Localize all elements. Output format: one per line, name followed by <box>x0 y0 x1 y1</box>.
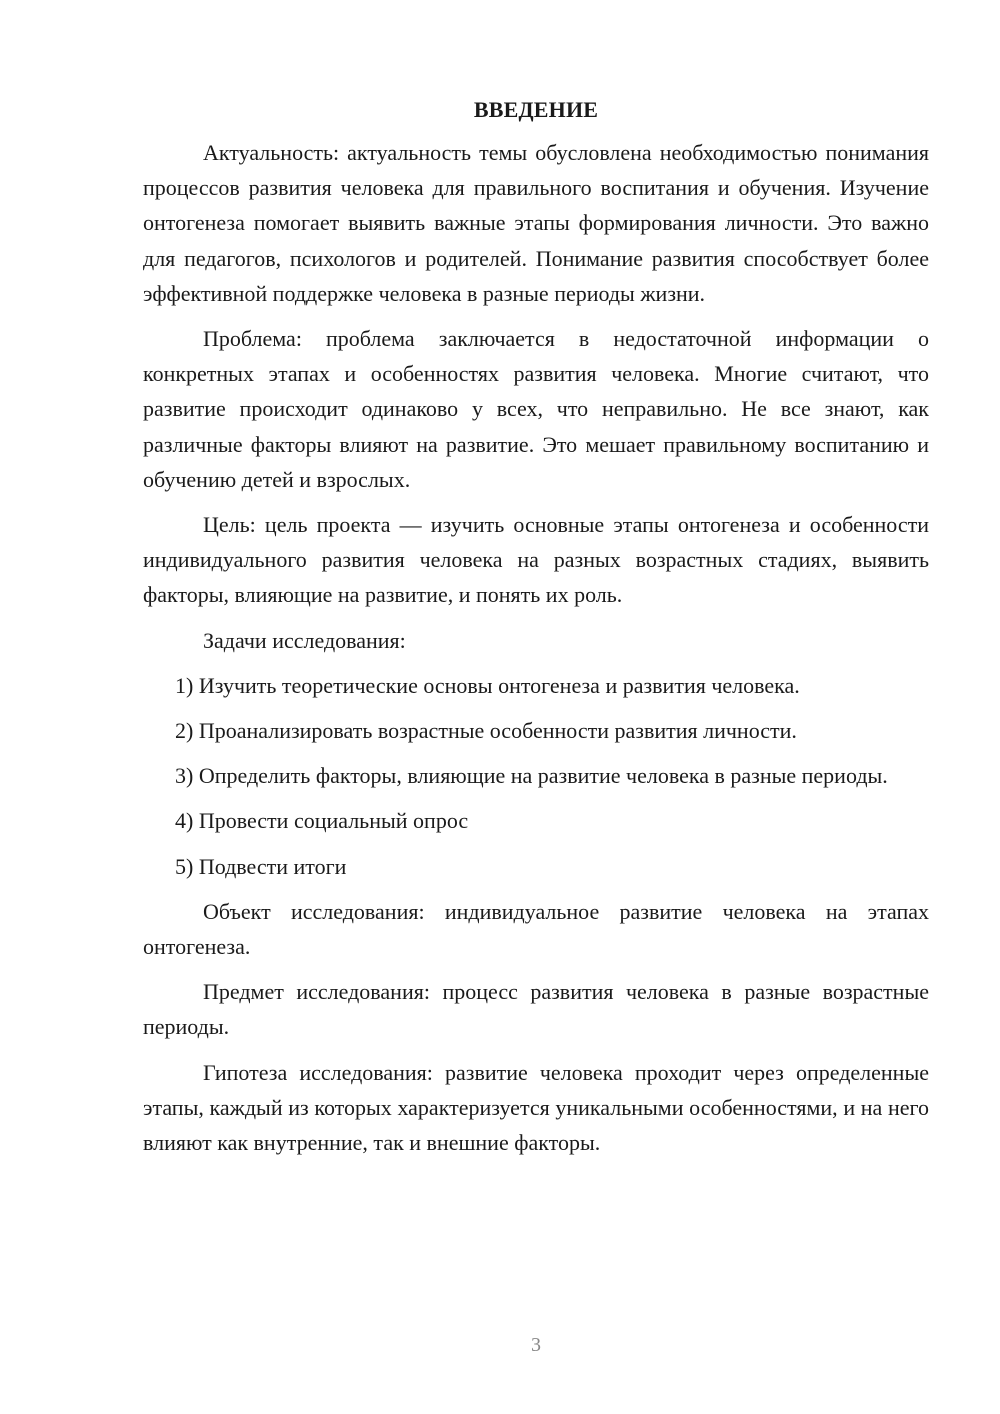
paragraph-relevance: Актуальность: актуальность темы обусловлена необходимостью понимания процессов развития человека для правильного воспитания и обучения. Изучение онтогенеза помогает выявить важные этапы формирования личности. Это важно для педагогов, психологов и родителей. Понимание развития способствует более эффективной поддержке человека в разные периоды жизни. <box>143 140 929 306</box>
list-item-task-5: 5) Подвести итоги <box>175 853 347 879</box>
list-item-task-1: 1) Изучить теоретические основы онтогенеза и развития человека. <box>175 672 800 698</box>
paragraph-hypothesis: Гипотеза исследования: развитие человека проходит через определенные этапы, каждый из которых характеризуется уникальными особенностями, и на него влияют как внутренние, так и внешние факторы. <box>143 1059 929 1156</box>
page-body <box>143 92 929 1170</box>
paragraph-object: Объект исследования: индивидуальное развитие человека на этапах онтогенеза. <box>143 898 929 960</box>
paragraph-goal: Цель: цель проекта — изучить основные этапы онтогенеза и особенности индивидуального развития человека на разных возрастных стадиях, выявить факторы, влияющие на развитие, и понять их роль. <box>143 512 929 608</box>
list-item-task-4: 4) Провести социальный опрос <box>175 808 469 834</box>
list-item-task-2: 2) Проанализировать возрастные особенности развития личности. <box>175 718 797 744</box>
tasks-list <box>143 668 929 884</box>
section-title: ВВЕДЕНИЕ <box>473 97 599 122</box>
page-number: 3 <box>531 1334 541 1356</box>
paragraph-subject: Предмет исследования: процесс развития человека в разные возрастные периоды. <box>143 979 929 1040</box>
list-item-task-3: 3) Определить факторы, влияющие на развитие человека в разные периоды. <box>175 763 888 789</box>
paragraph-problem: Проблема: проблема заключается в недостаточной информации о конкретных этапах и особенностях развития человека. Многие считают, что развитие происходит одинаково у всех, что неправильно. Не все знают, как различные факторы влияют на развитие. Это мешает правильному воспитанию и обучению детей и взрослых. <box>143 326 929 492</box>
tasks-heading: Задачи исследования: <box>203 627 406 653</box>
